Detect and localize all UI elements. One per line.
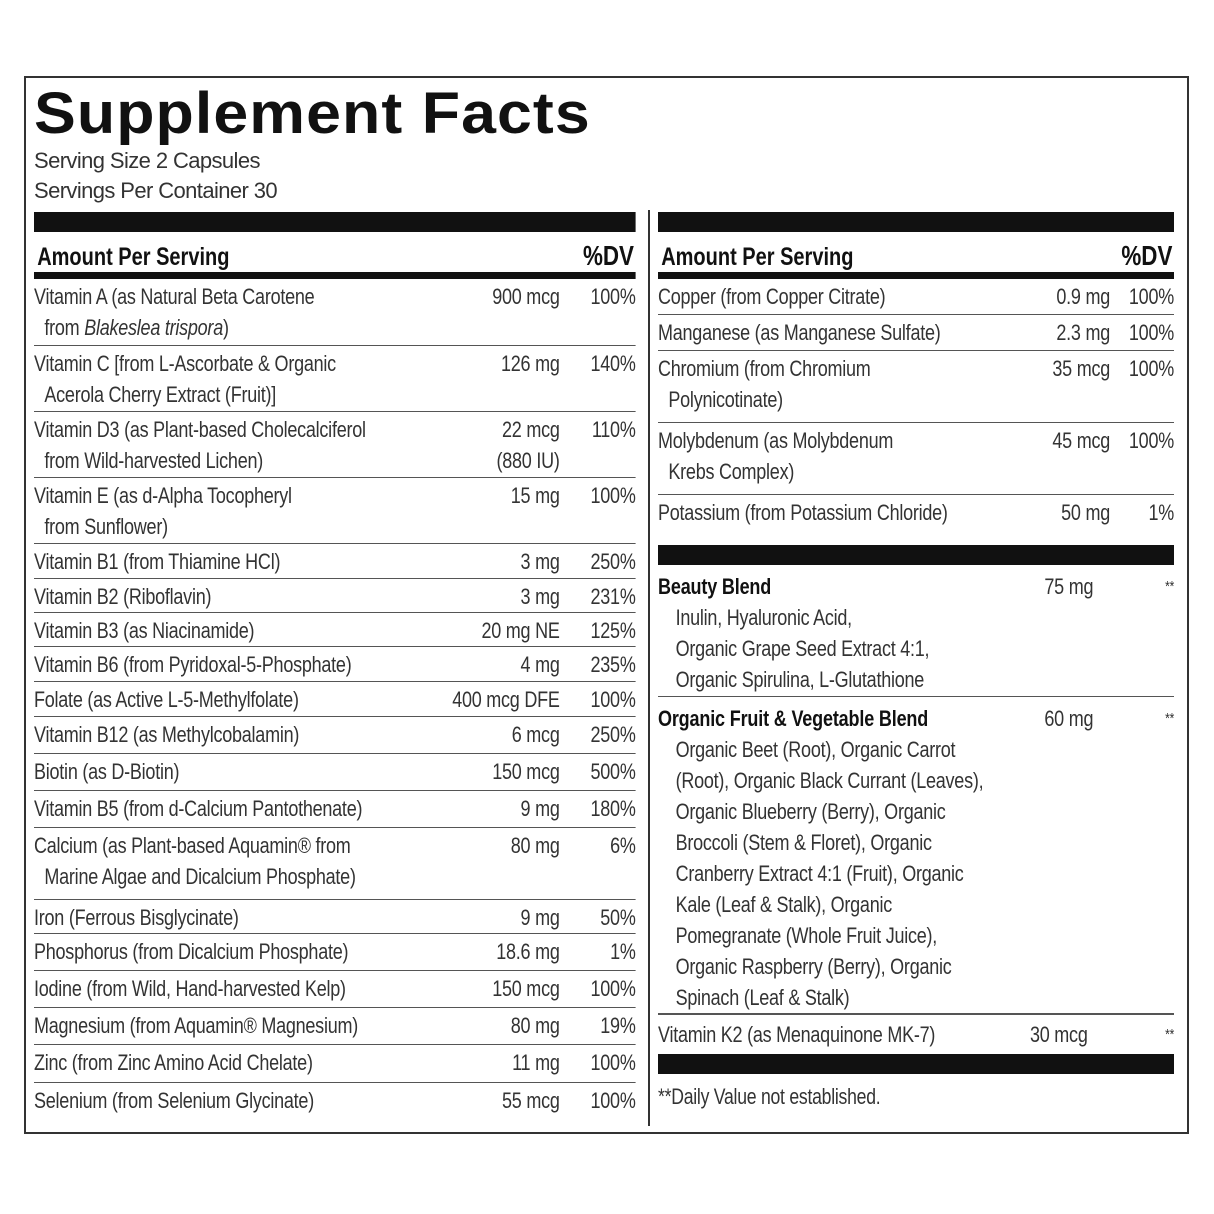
name-line: Vitamin C [from L-Ascorbate & Organic [34, 351, 336, 376]
table-row [34, 647, 636, 682]
amount-line: 80 mg [510, 1013, 560, 1038]
blend-dv: ** [1165, 578, 1174, 595]
table-row [658, 495, 1174, 531]
nutrient-name [34, 973, 424, 1007]
name-text: ) [222, 315, 229, 340]
nutrient-name [658, 497, 1022, 531]
nutrient-name [34, 1047, 424, 1082]
blend-ingredients: Organic Spirulina, L-Glutathione [675, 667, 925, 692]
amount-header: Amount Per Serving [661, 243, 854, 271]
name-line: Folate (as Active L-5-Methylfolate) [34, 687, 299, 712]
nutrient-name [34, 756, 424, 790]
table-row [34, 1008, 636, 1045]
nutrient-name [34, 830, 424, 899]
nutrient-dv: 235% [590, 652, 636, 677]
nutrient-name [658, 425, 1022, 494]
amount-line: 11 mg [512, 1050, 560, 1075]
nutrient-name [34, 1010, 424, 1044]
nutrient-dv: 140% [590, 351, 636, 376]
name-line: Vitamin A (as Natural Beta Carotene [34, 284, 315, 309]
nutrient-dv: ** [1165, 1026, 1174, 1043]
nutrient-amount [424, 1010, 560, 1044]
nutrient-dv: 125% [590, 618, 636, 643]
nutrient-dv: 100% [590, 687, 636, 712]
amount-line: 45 mcg [1052, 428, 1110, 453]
nutrient-amount: 30 mcg [1030, 1022, 1088, 1047]
table-row [34, 791, 636, 828]
blend-ingredients: Inulin, Hyaluronic Acid, [675, 605, 852, 630]
amount-line: 150 mcg [492, 976, 560, 1001]
table-row [34, 613, 636, 647]
column-divider [648, 210, 650, 1126]
blend-title-text: Beauty Blend [658, 574, 772, 599]
nutrient-dv: 100% [590, 284, 636, 309]
nutrient-dv: 110% [591, 417, 636, 442]
blend-row [658, 565, 1174, 697]
name-line: Zinc (from Zinc Amino Acid Chelate) [34, 1050, 313, 1075]
blend-title [658, 703, 1038, 734]
name-line: Iodine (from Wild, Hand-harvested Kelp) [34, 976, 346, 1001]
table-row [34, 971, 636, 1008]
nutrient-amount [1022, 281, 1110, 314]
name-line: Phosphorus (from Dicalcium Phosphate) [34, 939, 349, 964]
table-row [34, 346, 636, 412]
table-row [34, 478, 636, 544]
table-row [34, 900, 636, 934]
table-row [658, 279, 1174, 315]
name-line: Iron (Ferrous Bisglycinate) [34, 905, 239, 930]
nutrient-dv: 250% [590, 549, 636, 574]
name-line: Vitamin B5 (from d-Calcium Pantothenate) [34, 796, 363, 821]
name-line: from Sunflower) [44, 514, 168, 539]
name-line: Biotin (as D-Biotin) [34, 759, 180, 784]
table-row [34, 544, 636, 579]
amount-line: 50 mg [1061, 500, 1110, 525]
blend-name [658, 703, 1038, 1013]
nutrient-dv: 1% [610, 939, 636, 964]
nutrient-dv: 1% [1148, 500, 1174, 525]
amount-line: 80 mg [510, 833, 560, 858]
nutrient-name [34, 480, 424, 543]
nutrient-amount [424, 973, 560, 1007]
nutrient-dv: 100% [1128, 320, 1174, 345]
nutrient-name [34, 546, 424, 578]
blend-title [658, 571, 1038, 602]
blend-ingredients: Kale (Leaf & Stalk), Organic [675, 892, 892, 917]
footnote: **Daily Value not established. [658, 1084, 881, 1109]
name-line: Selenium (from Selenium Glycinate) [34, 1088, 314, 1113]
dv-header: %DV [1121, 240, 1173, 271]
amount-line: (880 IU) [496, 448, 560, 473]
blend-ingredients: Cranberry Extract 4:1 (Fruit), Organic [675, 861, 964, 886]
serving-size: Serving Size 2 Capsules [34, 148, 260, 173]
nutrient-dv: 50% [600, 905, 636, 930]
amount-line: 0.9 mg [1056, 284, 1110, 309]
nutrient-amount [424, 793, 560, 827]
blend-table [658, 565, 1174, 1014]
nutrient-dv: 180% [590, 796, 636, 821]
name-line: Vitamin B1 (from Thiamine HCl) [34, 549, 281, 574]
name-line [34, 312, 424, 343]
right-column [658, 212, 1174, 1110]
table-row [658, 423, 1174, 495]
amount-line: 18.6 mg [496, 939, 560, 964]
amount-line: 9 mg [520, 796, 560, 821]
amount-line: 9 mg [520, 905, 560, 930]
nutrient-name [34, 281, 424, 345]
amount-line: 20 mg NE [481, 618, 560, 643]
nutrient-name [34, 581, 424, 612]
thin-bar [34, 272, 636, 279]
nutrient-amount [424, 684, 560, 716]
name-line: Krebs Complex) [668, 459, 795, 484]
name-line: Vitamin D3 (as Plant-based Cholecalciferol [34, 417, 366, 442]
nutrient-dv: 19% [600, 1013, 636, 1038]
nutrient-amount [424, 1047, 560, 1082]
blend-ingredients: Spinach (Leaf & Stalk) [675, 985, 850, 1010]
nutrient-amount [424, 546, 560, 578]
nutrient-dv: 500% [590, 759, 636, 784]
name-line: Acerola Cherry Extract (Fruit)] [44, 382, 277, 407]
table-row [34, 579, 636, 613]
thick-bar [34, 212, 636, 232]
nutrient-amount [424, 936, 560, 970]
table-row [34, 934, 636, 971]
name-line: from Wild-harvested Lichen) [44, 448, 264, 473]
nutrient-amount [424, 615, 560, 646]
thin-bar [658, 272, 1174, 279]
nutrient-table-right [658, 279, 1174, 531]
amount-line: 15 mg [510, 483, 560, 508]
blend-ingredients: Broccoli (Stem & Floret), Organic [675, 830, 932, 855]
nutrient-amount [1022, 353, 1110, 422]
nutrient-amount [1022, 317, 1110, 350]
nutrient-dv: 100% [590, 976, 636, 1001]
table-row [34, 682, 636, 717]
table-row [34, 412, 636, 478]
name-line: Vitamin B3 (as Niacinamide) [34, 618, 255, 643]
nutrient-name [34, 649, 424, 681]
blend-ingredients: (Root), Organic Black Currant (Leaves), [675, 768, 984, 793]
blend-name [658, 571, 1038, 696]
nutrient-name [658, 281, 1022, 314]
thick-bar [658, 212, 1174, 232]
blend-amount: 60 mg [1044, 706, 1094, 731]
nutrient-dv: 100% [1128, 428, 1174, 453]
nutrient-dv: 6% [610, 833, 636, 858]
table-row [34, 754, 636, 791]
column-header [34, 232, 636, 272]
blend-ingredients: Organic Beet (Root), Organic Carrot [675, 737, 956, 762]
nutrient-amount [1022, 425, 1110, 494]
nutrient-dv: 100% [590, 1088, 636, 1113]
table-row [658, 351, 1174, 423]
name-line: Vitamin B2 (Riboflavin) [34, 584, 212, 609]
name-text: from [44, 315, 85, 340]
name-line: Molybdenum (as Molybdenum [658, 428, 894, 453]
blend-ingredients: Organic Raspberry (Berry), Organic [675, 954, 952, 979]
nutrient-name [658, 353, 1022, 422]
nutrient-name [34, 719, 424, 753]
blend-amount: 75 mg [1044, 574, 1094, 599]
scientific-name: Blakeslea trispora [84, 315, 223, 340]
nutrient-amount [424, 1085, 560, 1118]
nutrient-dv: 250% [590, 722, 636, 747]
blend-ingredients: Organic Blueberry (Berry), Organic [675, 799, 946, 824]
thick-bar [658, 1054, 1174, 1074]
page-title: Supplement Facts [34, 81, 591, 146]
nutrient-amount [424, 649, 560, 681]
amount-line: 55 mcg [502, 1088, 560, 1113]
nutrient-amount [424, 480, 560, 543]
column-header [658, 232, 1174, 272]
table-row [34, 279, 636, 346]
amount-line: 22 mcg [502, 417, 560, 442]
nutrient-name [658, 317, 1022, 350]
left-column [34, 212, 636, 1118]
amount-line: 3 mg [520, 549, 560, 574]
name-line: Potassium (from Potassium Chloride) [658, 500, 948, 525]
table-row [34, 717, 636, 754]
nutrient-name [34, 348, 424, 411]
nutrient-dv: 100% [590, 1050, 636, 1075]
nutrient-name [34, 793, 424, 827]
nutrient-name: Vitamin K2 (as Menaquinone MK-7) [658, 1022, 936, 1047]
nutrient-name [34, 1085, 424, 1118]
amount-line: 900 mcg [492, 284, 560, 309]
name-line: Chromium (from Chromium [658, 356, 871, 381]
servings-per-container: Servings Per Container 30 [34, 178, 278, 203]
table-row [34, 828, 636, 900]
blend-ingredients: Organic Grape Seed Extract 4:1, [675, 636, 930, 661]
amount-line: 126 mg [501, 351, 560, 376]
name-line: Vitamin B12 (as Methylcobalamin) [34, 722, 300, 747]
nutrient-amount [424, 756, 560, 790]
nutrient-amount [424, 902, 560, 933]
amount-line: 4 mg [520, 652, 560, 677]
name-line: Manganese (as Manganese Sulfate) [658, 320, 941, 345]
nutrient-table-left [34, 279, 636, 1118]
nutrient-name [34, 902, 424, 933]
nutrient-dv: 100% [1128, 356, 1174, 381]
nutrient-dv: 100% [1128, 284, 1174, 309]
blend-dv: ** [1165, 710, 1174, 727]
nutrient-name [34, 414, 424, 477]
amount-line: 2.3 mg [1056, 320, 1110, 345]
blend-title-text: Organic Fruit & Vegetable Blend [658, 706, 929, 731]
nutrient-name [34, 615, 424, 646]
name-line: Copper (from Copper Citrate) [658, 284, 886, 309]
name-line: Calcium (as Plant-based Aquamin® from [34, 833, 351, 858]
name-line: Vitamin B6 (from Pyridoxal-5-Phosphate) [34, 652, 352, 677]
nutrient-name [34, 936, 424, 970]
table-row [658, 315, 1174, 351]
name-line: Vitamin E (as d-Alpha Tocopheryl [34, 483, 292, 508]
table-row [658, 1014, 1174, 1054]
blend-ingredients: Pomegranate (Whole Fruit Juice), [675, 923, 938, 948]
name-line: Polynicotinate) [668, 387, 783, 412]
amount-line: 3 mg [520, 584, 560, 609]
blend-row [658, 697, 1174, 1014]
nutrient-amount [1022, 497, 1110, 531]
table-row [34, 1083, 636, 1118]
nutrient-amount [424, 414, 560, 477]
name-line: Marine Algae and Dicalcium Phosphate) [44, 864, 356, 889]
amount-line: 150 mcg [492, 759, 560, 784]
amount-line: 35 mcg [1052, 356, 1110, 381]
nutrient-amount [424, 348, 560, 411]
amount-line: 400 mcg DFE [452, 687, 560, 712]
amount-header: Amount Per Serving [37, 243, 230, 271]
amount-line: 6 mcg [511, 722, 560, 747]
thick-bar [658, 545, 1174, 565]
nutrient-amount [424, 281, 560, 345]
nutrient-name [34, 684, 424, 716]
nutrient-dv: 231% [590, 584, 636, 609]
name-line: Magnesium (from Aquamin® Magnesium) [34, 1013, 358, 1038]
nutrient-amount [424, 581, 560, 612]
dv-header: %DV [582, 240, 634, 271]
nutrient-amount [424, 719, 560, 753]
nutrient-dv: 100% [590, 483, 636, 508]
nutrient-amount [424, 830, 560, 899]
table-row [34, 1045, 636, 1083]
